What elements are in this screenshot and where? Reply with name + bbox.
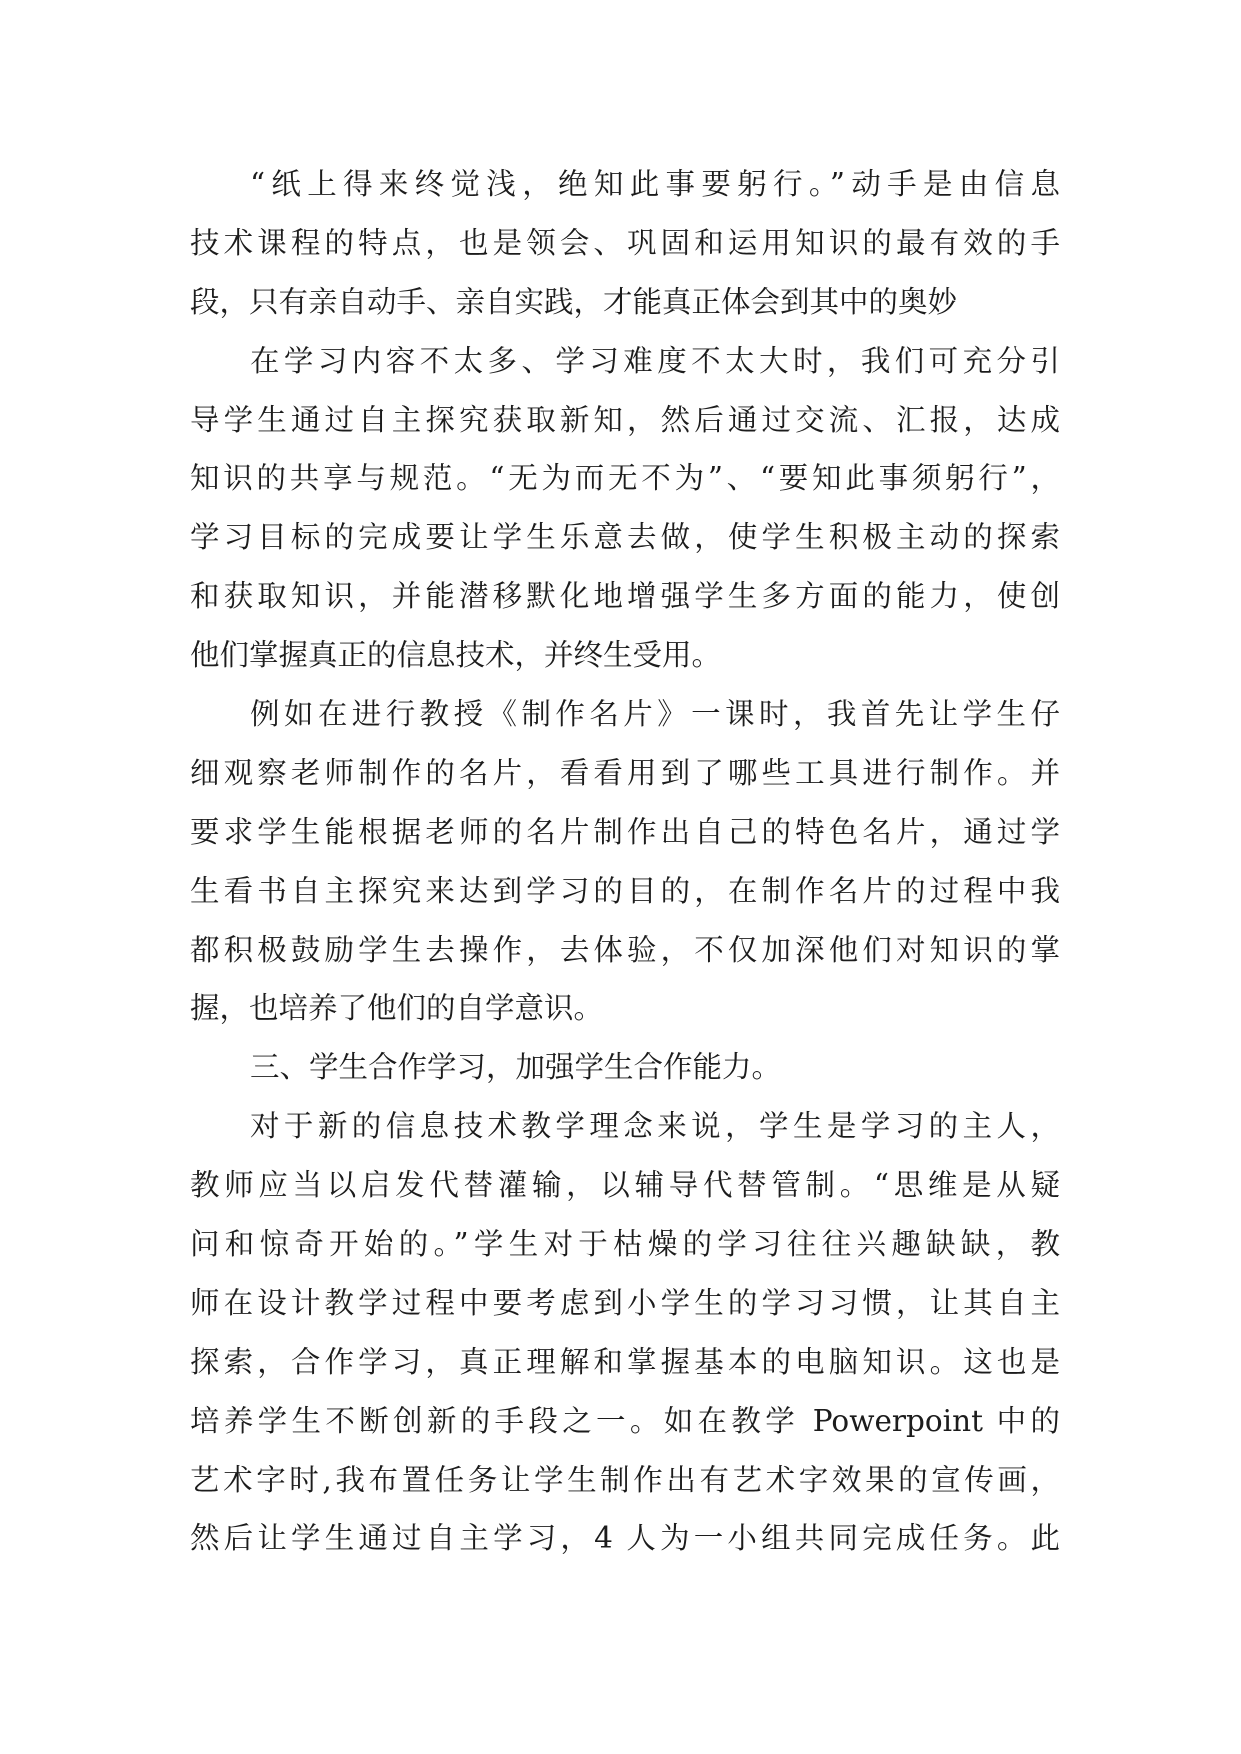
text-line: 导学生通过自主探究获取新知，然后通过交流、汇报，达成 (190, 402, 1060, 437)
text-line: 知识的共享与规范。“无为而无不为”、“要知此事须躬行”， (190, 461, 1060, 496)
text-line: 生看书自主探究来达到学习的目的，在制作名片的过程中我 (190, 873, 1060, 908)
text-line: 握，也培养了他们的自学意识。 (190, 991, 604, 1026)
text-line: 学习目标的完成要让学生乐意去做，使学生积极主动的探索 (190, 520, 1060, 555)
text-line: 师在设计教学过程中要考虑到小学生的学习习惯，让其自主 (190, 1285, 1060, 1320)
text-line: 三、学生合作学习，加强学生合作能力。 (250, 1050, 782, 1085)
text-line: “纸上得来终觉浅，绝知此事要躬行。”动手是由信息 (250, 167, 1060, 201)
text-line: 例如在进行教授《制作名片》一课时，我首先让学生仔 (250, 697, 1060, 732)
text-line: 他们掌握真正的信息技术，并终生受用。 (190, 638, 722, 673)
text-line: 探索，合作学习，真正理解和掌握基本的电脑知识。这也是 (190, 1344, 1060, 1379)
text-line: 然后让学生通过自主学习，4 人为一小组共同完成任务。此 (190, 1521, 1060, 1556)
text-line: 教师应当以启发代替灌输，以辅导代替管制。“思维是从疑 (190, 1168, 1060, 1203)
text-line: 段，只有亲自动手、亲自实践，才能真正体会到其中的奥妙 (190, 284, 958, 319)
document-body (190, 155, 1060, 1568)
text-line: 在学习内容不太多、学习难度不太大时，我们可充分引 (250, 343, 1060, 378)
text-line: 要求学生能根据老师的名片制作出自己的特色名片，通过学 (190, 814, 1060, 849)
text-line: 技术课程的特点，也是领会、巩固和运用知识的最有效的手 (190, 225, 1060, 260)
text-line: 都积极鼓励学生去操作，去体验，不仅加深他们对知识的掌 (190, 932, 1060, 967)
text-line: 问和惊奇开始的。”学生对于枯燥的学习往往兴趣缺缺，教 (190, 1227, 1060, 1262)
text-line: 培养学生不断创新的手段之一。如在教学 Powerpoint 中的 (190, 1403, 1060, 1438)
text-line: 艺术字时,我布置任务让学生制作出有艺术字效果的宣传画， (190, 1462, 1060, 1497)
text-line: 对于新的信息技术教学理念来说，学生是学习的主人， (250, 1109, 1060, 1144)
text-line: 和获取知识，并能潜移默化地增强学生多方面的能力，使创 (190, 579, 1060, 614)
text-line: 细观察老师制作的名片，看看用到了哪些工具进行制作。并 (190, 755, 1060, 790)
